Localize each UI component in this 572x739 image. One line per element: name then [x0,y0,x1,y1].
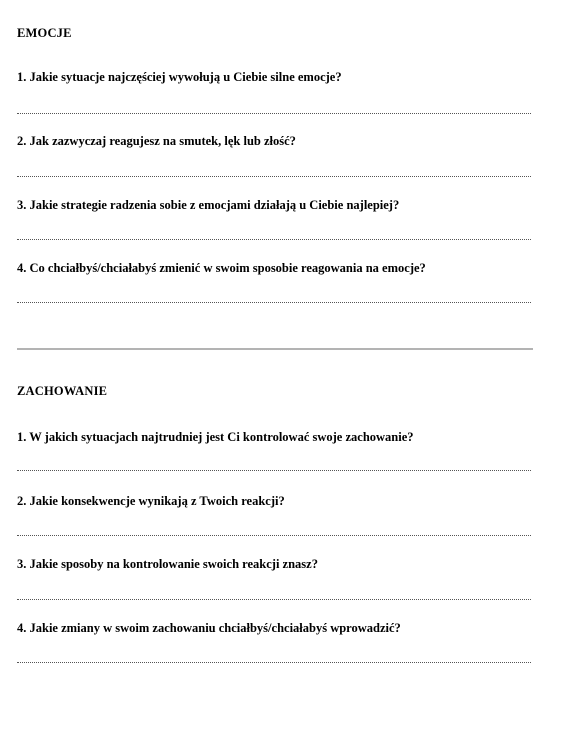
answer-line-zachowanie-4[interactable] [17,662,531,663]
question-zachowanie-2: 2. Jakie konsekwencje wynikają z Twoich reakcji? [17,494,285,508]
section-divider [17,348,533,350]
answer-line-emocje-2[interactable] [17,176,531,177]
question-emocje-3: 3. Jakie strategie radzenia sobie z emocjami działają u Ciebie najlepiej? [17,198,400,212]
question-zachowanie-4: 4. Jakie zmiany w swoim zachowaniu chciałbyś/chciałabyś wprowadzić? [17,621,401,635]
question-zachowanie-1: 1. W jakich sytuacjach najtrudniej jest Ci kontrolować swoje zachowanie? [17,430,414,444]
answer-line-emocje-3[interactable] [17,239,531,240]
section-heading-emocje: EMOCJE [17,26,72,40]
answer-line-zachowanie-1[interactable] [17,470,531,471]
question-emocje-4: 4. Co chciałbyś/chciałabyś zmienić w swoim sposobie reagowania na emocje? [17,261,426,275]
question-zachowanie-3: 3. Jakie sposoby na kontrolowanie swoich reakcji znasz? [17,557,318,571]
question-emocje-2: 2. Jak zazwyczaj reagujesz na smutek, lęk lub złość? [17,134,296,148]
answer-line-emocje-1[interactable] [17,113,531,114]
answer-line-zachowanie-2[interactable] [17,535,531,536]
answer-line-zachowanie-3[interactable] [17,599,531,600]
question-emocje-1: 1. Jakie sytuacje najczęściej wywołują u Ciebie silne emocje? [17,70,342,84]
section-heading-zachowanie: ZACHOWANIE [17,384,108,398]
answer-line-emocje-4[interactable] [17,302,531,303]
